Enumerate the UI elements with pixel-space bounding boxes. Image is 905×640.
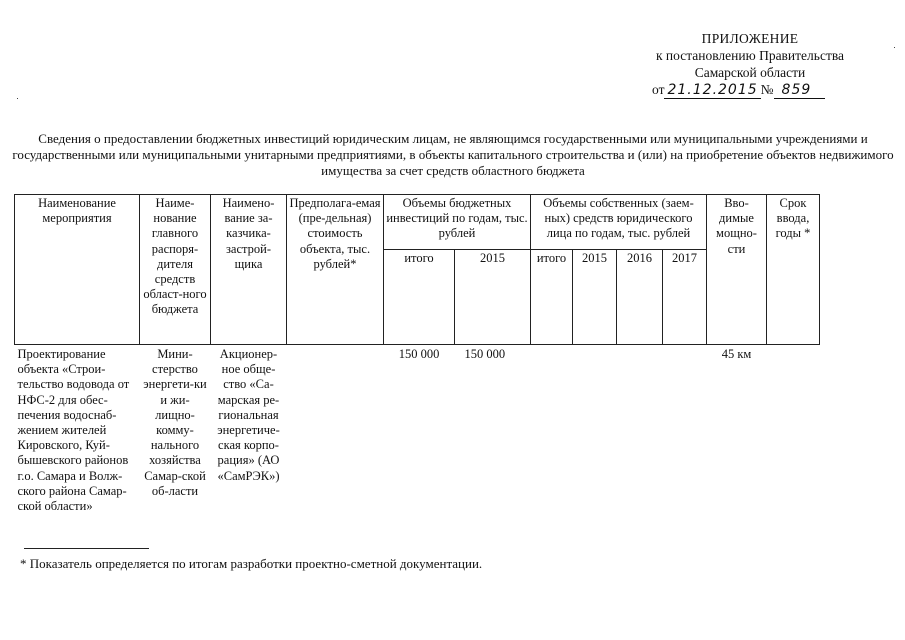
header-budget-2015: 2015 <box>455 250 531 345</box>
table-row <box>15 345 820 516</box>
cell-cost <box>287 345 384 516</box>
appendix-date-line <box>600 81 900 99</box>
header-own-2017: 2017 <box>663 250 707 345</box>
appendix-title: ПРИЛОЖЕНИЕ <box>701 31 799 46</box>
header-budget-group: Объемы бюджетных инвестиций по годам, тыс. рублей <box>384 195 531 250</box>
cell-own-2017 <box>663 345 707 516</box>
header-distributor: Наиме-нование главного распоря-дителя средств област-ного бюджета <box>140 195 211 345</box>
number-prefix: № <box>760 82 774 97</box>
cell-capacity: 45 км <box>707 345 767 516</box>
header-term: Срок ввода, годы * <box>767 195 820 345</box>
document-caption: Сведения о предоставлении бюджетных инвестиций юридическим лицам, не являющимся государственными или муниципальными учреждениями и государственными или муниципальными унитарными предприятиями, в объекты капитального строительства и (или) на приобретение объектов недвижимого имущества за счет средств областного бюджета <box>12 131 894 178</box>
header-own-2016: 2016 <box>617 250 663 345</box>
appendix-line-1: к постановлению Правительства <box>655 48 845 63</box>
appendix-line-2: Самарской области <box>694 65 806 80</box>
header-own-2015: 2015 <box>573 250 617 345</box>
footnote-divider <box>24 548 149 549</box>
scan-speck <box>17 98 18 99</box>
header-own-group: Объемы собственных (заем-ных) средств юридического лица по годам, тыс. рублей <box>531 195 707 250</box>
cell-budget-2015: 150 000 <box>455 345 531 516</box>
header-cost: Предполага-емая (пре-дельная) стоимость объекта, тыс. рублей* <box>287 195 384 345</box>
date-prefix: от <box>652 82 665 97</box>
cell-own-2016 <box>617 345 663 516</box>
footnote: * Показатель определяется по итогам разработки проектно-сметной документации. <box>20 556 483 571</box>
cell-customer: Акционер-ное обще-ство «Са-марская ре-гиональная энергетиче-ская корпо-рация» (АО «СамРЭК») <box>211 345 287 516</box>
handwritten-number: 859 <box>774 82 826 99</box>
header-name: Наименование мероприятия <box>15 195 140 345</box>
cell-distributor: Мини-стерство энергети-ки и жи-лищно-комму-нального хозяйства Самар-ской об-ласти <box>140 345 211 516</box>
header-customer: Наимено-вание за-казчика-застрой-щика <box>211 195 287 345</box>
cell-budget-total: 150 000 <box>384 345 455 516</box>
cell-own-2015 <box>573 345 617 516</box>
handwritten-date: 21.12.2015 <box>664 82 760 99</box>
header-budget-total: итого <box>384 250 455 345</box>
header-own-total: итого <box>531 250 573 345</box>
cell-term <box>767 345 820 516</box>
appendix-block <box>600 30 900 99</box>
scan-speck <box>894 47 895 48</box>
investments-table <box>14 194 820 515</box>
cell-name: Проектирование объекта «Строи-тельство водовода от НФС-2 для обес-печения водоснаб-жением жителей Кировского, Куй-бышевского районов г.о. Самара и Волж-ского района Самар-ской области» <box>15 345 140 516</box>
header-capacity: Вво-димые мощно-сти <box>707 195 767 345</box>
cell-own-total <box>531 345 573 516</box>
